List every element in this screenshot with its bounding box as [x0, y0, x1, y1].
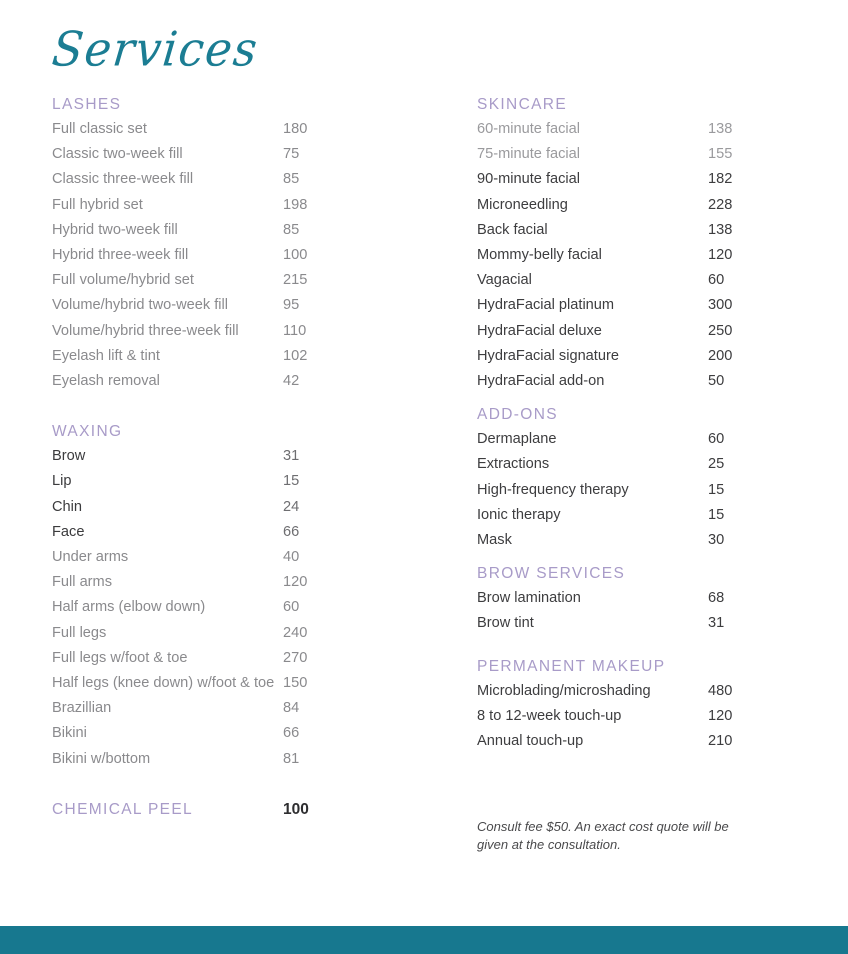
service-label: Volume/hybrid two-week fill	[52, 297, 229, 314]
service-price: 42	[283, 373, 300, 390]
list-item	[477, 528, 807, 553]
service-price: 15	[708, 481, 725, 498]
list-item	[477, 427, 807, 452]
list-item	[52, 671, 382, 696]
service-label: 90-minute facial	[477, 171, 581, 188]
service-price: 480	[708, 682, 733, 699]
service-label: Full legs w/foot & toe	[52, 649, 188, 666]
service-label: Hybrid three-week fill	[52, 247, 189, 264]
list-item	[477, 193, 807, 218]
service-label: Microblading/microshading	[477, 682, 651, 699]
list-item	[52, 595, 382, 620]
list-item	[477, 117, 807, 142]
service-price: 24	[283, 498, 300, 515]
list-item	[477, 478, 807, 503]
list-item	[477, 243, 807, 268]
section-skincare	[477, 92, 807, 394]
list-item	[477, 268, 807, 293]
list-item	[52, 747, 382, 772]
chemical-peel-label: CHEMICAL PEEL	[52, 800, 194, 818]
service-label: 60-minute facial	[477, 121, 581, 137]
service-label: HydraFacial add-on	[477, 373, 605, 390]
service-label: Microneedling	[477, 196, 568, 213]
service-price: 110	[283, 322, 307, 339]
service-price: 120	[283, 574, 308, 591]
service-price: 240	[283, 624, 308, 641]
list-item	[477, 679, 807, 704]
service-label: Lip	[52, 473, 72, 490]
service-label: Annual touch-up	[477, 733, 584, 750]
list-item	[477, 142, 807, 167]
section-spacer	[52, 772, 382, 797]
service-price: 100	[283, 247, 308, 264]
service-label: 75-minute facial	[477, 146, 581, 163]
service-price: 182	[708, 171, 733, 188]
section-add-ons	[477, 402, 807, 553]
service-label: Full classic set	[52, 121, 147, 137]
service-label: Extractions	[477, 456, 550, 473]
list-item	[477, 344, 807, 369]
service-label: Back facial	[477, 221, 548, 238]
consultation-footnote: Consult fee $50. An exact cost quote will be given at the consultation.	[477, 819, 729, 852]
service-price: 60	[708, 431, 725, 448]
service-label: Under arms	[52, 549, 129, 566]
service-price: 228	[708, 196, 733, 213]
service-label: 8 to 12-week touch-up	[477, 707, 622, 724]
list-item	[52, 369, 382, 394]
service-price: 30	[708, 532, 725, 549]
service-price: 15	[708, 506, 725, 523]
list-item	[52, 193, 382, 218]
service-price: 138	[708, 221, 733, 238]
service-price: 198	[283, 196, 308, 213]
service-label: Brow lamination	[477, 590, 581, 607]
service-price: 85	[283, 171, 300, 188]
list-item	[477, 293, 807, 318]
list-item	[52, 545, 382, 570]
service-price: 200	[708, 347, 733, 364]
list-item	[52, 520, 382, 545]
service-label: Vagacial	[477, 272, 532, 289]
service-price: 102	[283, 347, 308, 364]
service-price: 84	[283, 700, 300, 717]
section-spacer	[477, 637, 807, 654]
service-label: Mask	[477, 532, 512, 549]
list-item	[52, 117, 382, 142]
service-label: Full volume/hybrid set	[52, 272, 194, 289]
section-header-chemical-peel	[52, 797, 382, 822]
list-item	[477, 611, 807, 636]
section-spacer	[477, 394, 807, 402]
service-label: HydraFacial platinum	[477, 297, 615, 314]
service-price: 138	[708, 121, 733, 137]
service-price: 75	[283, 146, 300, 163]
list-item	[52, 469, 382, 494]
service-price: 120	[708, 707, 733, 724]
section-spacer	[477, 553, 807, 561]
list-item	[477, 218, 807, 243]
list-item	[52, 293, 382, 318]
service-label: Volume/hybrid three-week fill	[52, 322, 239, 339]
page-title: Services	[49, 21, 262, 78]
service-label: Ionic therapy	[477, 506, 561, 523]
service-label: Classic two-week fill	[52, 146, 183, 163]
list-item	[52, 721, 382, 746]
service-price: 180	[283, 121, 308, 137]
service-label: HydraFacial signature	[477, 347, 619, 364]
list-item	[52, 344, 382, 369]
service-label: Face	[52, 523, 85, 540]
service-price: 95	[283, 297, 300, 314]
list-item	[477, 369, 807, 394]
list-item	[477, 729, 807, 754]
service-price: 270	[283, 649, 308, 666]
service-price: 25	[708, 456, 725, 473]
service-label: Brazillian	[52, 700, 112, 717]
list-item	[477, 452, 807, 477]
section-header-add-ons: ADD-ONS	[477, 406, 558, 424]
service-price: 210	[708, 733, 733, 750]
list-item	[477, 503, 807, 528]
service-price: 40	[283, 549, 300, 566]
service-price: 150	[283, 675, 308, 692]
service-price: 250	[708, 322, 733, 339]
service-price: 60	[708, 272, 725, 289]
list-item	[477, 319, 807, 344]
list-item	[52, 570, 382, 595]
section-spacer	[52, 394, 382, 419]
service-price: 15	[283, 473, 300, 490]
service-label: HydraFacial deluxe	[477, 322, 602, 339]
section-brow-services	[477, 561, 807, 636]
service-label: Eyelash removal	[52, 373, 160, 390]
list-item	[52, 646, 382, 671]
list-item	[477, 704, 807, 729]
section-waxing	[52, 419, 382, 772]
page-title-wrap	[49, 21, 470, 86]
service-price: 300	[708, 297, 733, 314]
service-label: Bikini	[52, 725, 87, 742]
service-price: 66	[283, 725, 300, 742]
service-label: Mommy-belly facial	[477, 247, 602, 264]
service-label: Full arms	[52, 574, 112, 591]
service-label: Full hybrid set	[52, 196, 143, 213]
service-label: Half arms (elbow down)	[52, 599, 206, 616]
list-item	[52, 218, 382, 243]
section-permanent-makeup	[477, 654, 807, 755]
section-header-lashes: LASHES	[52, 96, 122, 113]
service-price: 155	[708, 146, 733, 163]
service-price: 120	[708, 247, 733, 264]
service-price: 31	[283, 448, 300, 465]
service-label: High-frequency therapy	[477, 481, 629, 498]
service-price: 66	[283, 523, 300, 540]
chemical-peel-price: 100	[283, 800, 309, 818]
service-label: Half legs (knee down) w/foot & toe	[52, 675, 275, 692]
service-price: 68	[708, 590, 725, 607]
list-item	[52, 319, 382, 344]
service-label: Chin	[52, 498, 83, 515]
service-price: 50	[708, 373, 725, 390]
list-item	[52, 142, 382, 167]
service-price: 81	[283, 750, 300, 767]
service-price: 215	[283, 272, 308, 289]
section-header-brow-services: BROW SERVICES	[477, 565, 626, 583]
section-header-permanent-makeup: PERMANENT MAKEUP	[477, 657, 666, 675]
list-item	[52, 696, 382, 721]
service-label: Brow tint	[477, 615, 534, 632]
list-item	[477, 586, 807, 611]
list-item	[52, 495, 382, 520]
service-price: 85	[283, 221, 300, 238]
service-label: Dermaplane	[477, 431, 557, 448]
list-item	[52, 268, 382, 293]
right-column	[477, 92, 807, 754]
service-label: Bikini w/bottom	[52, 750, 151, 767]
section-header-waxing: WAXING	[52, 423, 123, 441]
service-label: Eyelash lift & tint	[52, 347, 160, 364]
service-label: Classic three-week fill	[52, 171, 194, 188]
list-item	[52, 167, 382, 192]
left-column	[52, 92, 382, 822]
service-label: Full legs	[52, 624, 107, 641]
footer-accent-band	[0, 926, 848, 954]
list-item	[52, 444, 382, 469]
list-item	[477, 167, 807, 192]
section-header-skincare: SKINCARE	[477, 96, 568, 113]
service-label: Hybrid two-week fill	[52, 221, 178, 238]
section-lashes	[52, 92, 382, 394]
service-price: 60	[283, 599, 300, 616]
list-item	[52, 243, 382, 268]
service-label: Brow	[52, 448, 86, 465]
list-item	[52, 621, 382, 646]
service-price: 31	[708, 615, 725, 632]
